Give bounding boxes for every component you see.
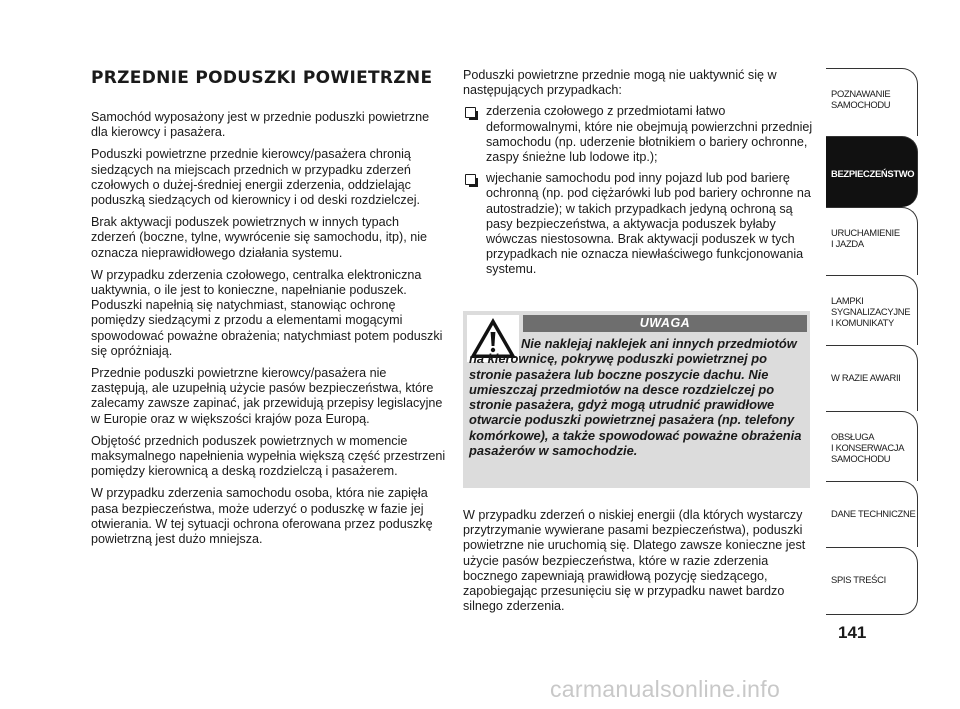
case-list	[463, 104, 813, 277]
warning-text: Nie naklejaj naklejek ani innych przedmiotów na kierownicę, pokrywę poduszki powietrznej po stronie pasażera lub boczne poszycie dachu. Nie umieszczaj przedmiotów na desce rozdzielczej po stronie pasażera, gdyż mogą utrudnić prawidłowe otwarcie poduszki powietrznej pasażera (np. telefony komórkowe), a także spowodować poważne obrażenia pasażerów w samochodzie.	[469, 336, 802, 459]
checkbox-bullet-icon	[465, 107, 476, 118]
tab-poznawanie-samochodu[interactable]: POZNAWANIE SAMOCHODU	[826, 68, 918, 136]
tab-dane-techniczne[interactable]: DANE TECHNICZNE	[826, 481, 918, 547]
tab-obsluga-i-konserwacja[interactable]: OBSŁUGA I KONSERWACJA SAMOCHODU	[826, 411, 918, 481]
list-item-text: wjechanie samochodu pod inny pojazd lub pod barierę ochronną (np. pod ciężarówki lub pod bariery ochronne na autostradzie); w takich przypadkach jedyną ochroną są pasy bezpieczeństwa, a aktywacja poduszek byłaby wówczas niestosowna. Brak aktywacji poduszek w tych przypadkach nie oznacza niewłaściwego funkcjonowania systemu.	[486, 171, 811, 277]
section-title: PRZEDNIE PODUSZKI POWIETRZNE	[91, 68, 433, 88]
paragraph: Przednie poduszki powietrzne kierowcy/pasażera nie zastępują, ale uzupełnią użycie pasów bezpieczeństwa, które zalecamy zawsze zapinać, jak przewidują przepisy legislacyjne w Europie oraz w większości krajów poza Europą.	[91, 366, 443, 426]
checkbox-bullet-icon	[465, 174, 476, 185]
intro-paragraph: Poduszki powietrzne przednie mogą nie uaktywnić się w następujących przypadkach:	[463, 68, 777, 98]
list-item-text: zderzenia czołowego z przedmiotami łatwo deformowalnymi, które nie obejmują powierzchni przedniej samochodu (np. uderzenie błotnikiem o bariery ochronne, zaspy śnieżne lub lodowe itp.);	[486, 104, 813, 165]
paragraph: Objętość przednich poduszek powietrznych w momencie maksymalnego napełnienia wypełnia większą część przestrzeni pomiędzy kierownicą a deską rozdzielczą i pasażerem.	[91, 433, 446, 479]
paragraph: Samochód wyposażony jest w przednie poduszki powietrzne dla kierowcy i pasażera.	[91, 110, 430, 140]
tab-w-razie-awarii[interactable]: W RAZIE AWARII	[826, 345, 918, 411]
tab-uruchamienie-i-jazda[interactable]: URUCHAMIENIE I JAZDA	[826, 207, 918, 275]
paragraph: Poduszki powietrzne przednie kierowcy/pasażera chronią siedzących na miejscach przednich w przypadku zderzeń czołowych o dużej-średniej energii zderzenia, oddzielając poduszką siedzących od kierownicy i od deski rozdzielczej.	[91, 147, 420, 208]
right-column	[463, 68, 813, 284]
closing-paragraph: W przypadku zderzeń o niskiej energii (dla których wystarczy przytrzymanie wywierane pasami bezpieczeństwa), poduszki powietrzne nie uruchomią się. Dlatego zawsze konieczne jest użycie pasów bezpieczeństwa, które w razie zderzenia bocznego zapewniają prawidłową pozycję siedzącego, zapobiegając przesunięciu się w przypadku nawet bardzo silnego zderzenia.	[463, 508, 806, 614]
paragraph: W przypadku zderzenia czołowego, centralka elektroniczna uaktywnia, o ile jest to konieczne, napełnianie poduszek. Poduszki napełnią się natychmiast, stanowiąc ochronę pomiędzy siedzącymi z przodu a elementami mogącymi spowodować poważne obrażenia; natychmiast potem poduszki się opróżniają.	[91, 267, 443, 358]
warning-box	[463, 311, 810, 488]
tab-lampki-sygnalizacyjne[interactable]: LAMPKI SYGNALIZACYJNE I KOMUNIKATY	[826, 275, 918, 345]
warning-label: UWAGA	[523, 315, 807, 332]
tab-spis-tresci[interactable]: SPIS TREŚCI	[826, 547, 918, 615]
left-column	[91, 68, 446, 554]
paragraph: Brak aktywacji poduszek powietrznych w innych typach zderzeń (boczne, tylne, wywrócenie się samochodu, itp), nie oznacza nieprawidłowego działania systemu.	[91, 215, 427, 260]
paragraph: W przypadku zderzenia samochodu osoba, która nie zapięła pasa bezpieczeństwa, może uderzyć o poduszkę w fazie jej otwierania. W tej sytuacji ochrona oferowana przez poduszkę powietrzną jest dużo mniejsza.	[91, 486, 433, 547]
list-item	[463, 171, 813, 277]
page-number: 141	[838, 623, 867, 642]
tab-bezpieczenstwo[interactable]: BEZPIECZEŃSTWO	[826, 136, 918, 207]
list-item	[463, 104, 813, 165]
watermark: carmanualsonline.info	[550, 676, 781, 702]
